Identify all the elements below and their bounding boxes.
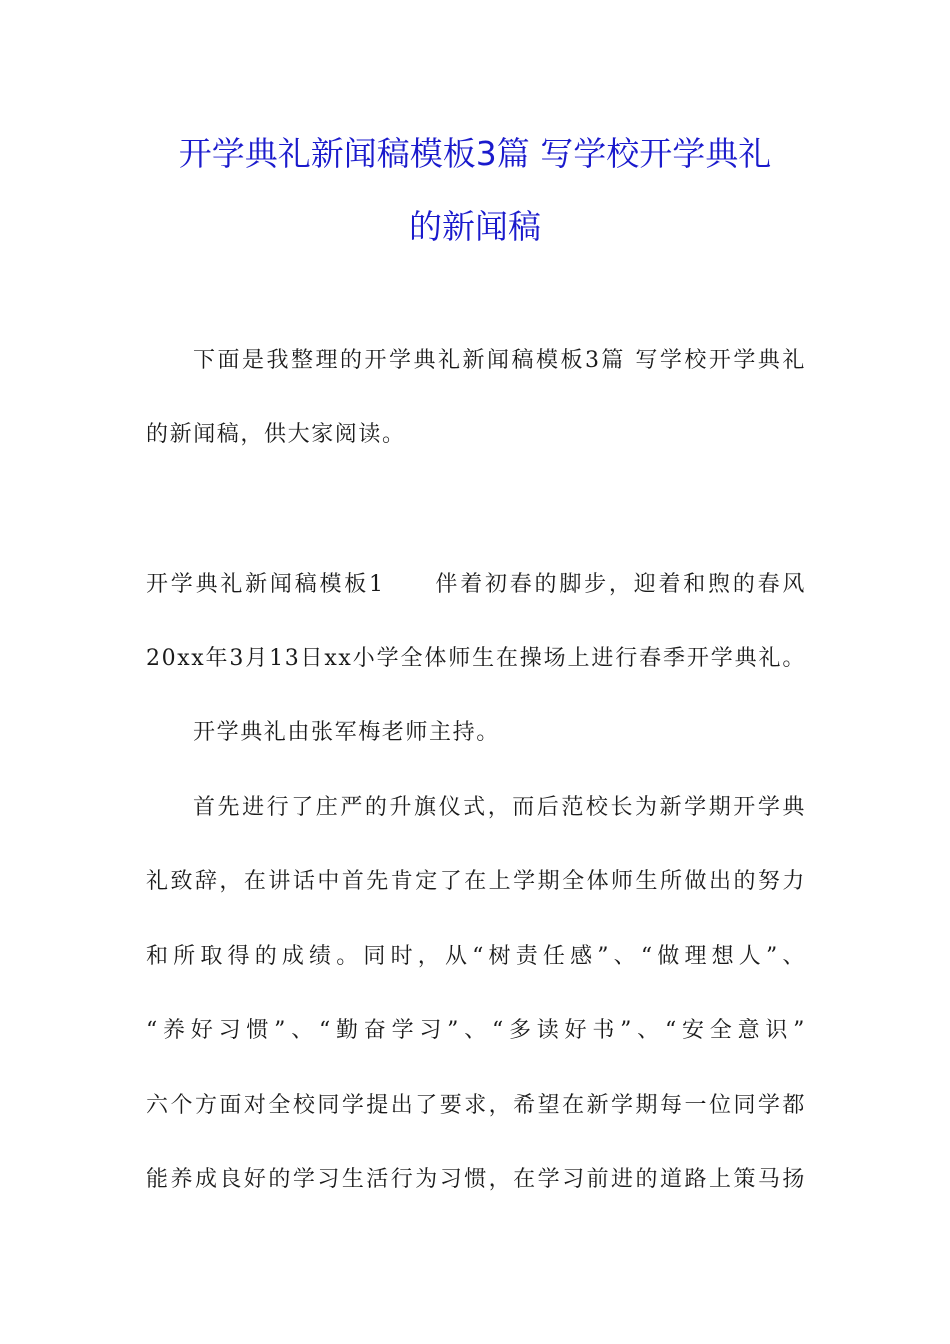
- intro-paragraph-line-2: 的新闻稿，供大家阅读。: [146, 422, 406, 447]
- body-line-4: 首先进行了庄严的升旗仪式，而后范校长为新学期开学典: [193, 795, 806, 820]
- body-line-5: 礼致辞，在讲话中首先肯定了在上学期全体师生所做出的努力: [146, 869, 806, 894]
- intro-paragraph-line-1: 下面是我整理的开学典礼新闻稿模板3篇 写学校开学典礼: [193, 348, 806, 373]
- body-line-6: 和所取得的成绩。同时，从“树责任感”、“做理想人”、: [146, 944, 806, 969]
- body-line-2: 20xx年3月13日xx小学全体师生在操场上进行春季开学典礼。: [146, 646, 806, 671]
- document-title-line-2: 的新闻稿: [409, 207, 541, 246]
- body-line-7: “养好习惯”、“勤奋学习”、“多读好书”、“安全意识”: [146, 1018, 806, 1043]
- body-line-9: 能养成良好的学习生活行为习惯，在学习前进的道路上策马扬: [146, 1167, 806, 1192]
- body-line-8: 六个方面对全校同学提出了要求，希望在新学期每一位同学都: [146, 1093, 806, 1118]
- document-title-line-1: 开学典礼新闻稿模板3篇 写学校开学典礼: [178, 134, 772, 173]
- body-line-3: 开学典礼由张军梅老师主持。: [193, 720, 500, 745]
- body-line-1: 开学典礼新闻稿模板1 伴着初春的脚步，迎着和煦的春风: [146, 572, 806, 597]
